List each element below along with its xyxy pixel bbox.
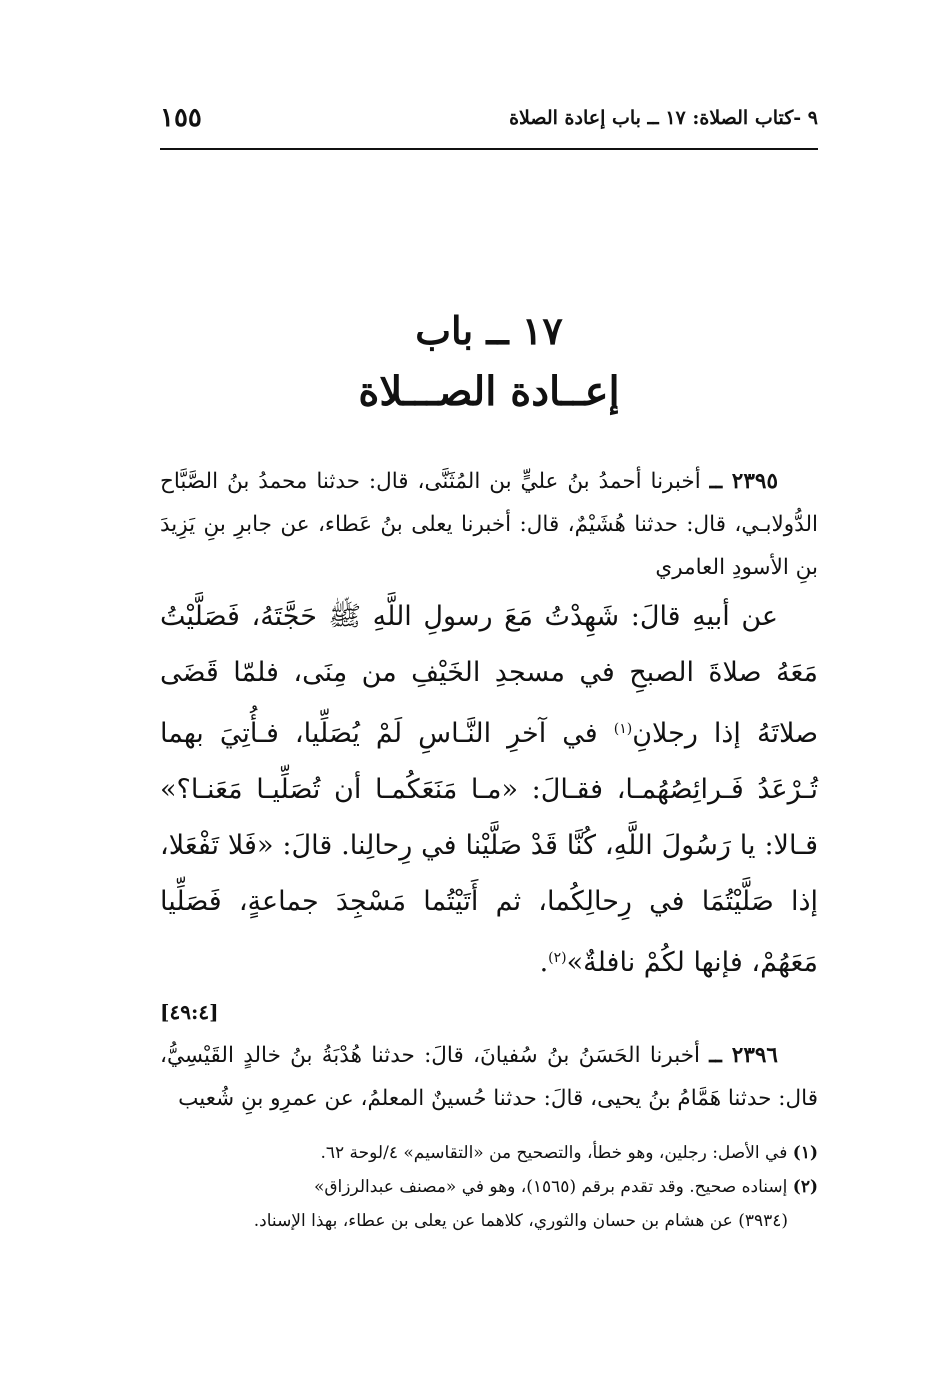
taqasim-reference: [٤٩:٤] — [160, 1000, 219, 1024]
reference-line — [160, 991, 818, 1034]
footnote-2 — [160, 1170, 818, 1204]
footnotes — [160, 1136, 818, 1238]
matn-text: عن أبيهِ قالَ: شَهِدْتُ مَعَ رسولِ اللَّهِ ﷺ حَجَّتَهُ، فَصَلَّيْتُ مَعَهُ صلاةَ الصبحِ في مسجدِ الخَيْفِ من مِنَى، فلمّا قَضَى صلاتَهُ إذا رجلانِ — [160, 601, 818, 749]
hadith-2395-isnad — [160, 460, 818, 589]
chapter-number: ١٧ ــ باب — [415, 308, 563, 353]
matn-text: في آخرِ النَّـاسِ لَمْ يُصَلِّيا، فـأُتِيَ بهما تُـرْعَدُ فَـرائِصُهُمـا، فقـالَ: «مـا مَنَعَكُمـا أن تُصَلِّيـا مَعَنـا؟» قـالا: يا رَسُولَ اللَّهِ، كُنَّا قَدْ صَلَّيْنا في رِحالِنا. قالَ: «فَلا تَفْعَلا، إذا صَلَّيْتُمَا في رِحالِكُما، ثم أَتَيْتُما مَسْجِدَ جماعةٍ، فَصَلِّيا مَعَهُمْ، فإنها لكُمْ نافلةٌ» — [160, 718, 818, 978]
hadith-text: أخبرنا الحَسَنُ بنُ سُفيانَ، قالَ: حدثنا هُدْبَةُ بنُ خالدٍ القَيْسِيُّ، قال: حدثنا هَمَّامُ بنُ يحيى، قالَ: حدثنا حُسينٌ المعلمُ، عن عمرِو بنِ شُعيب — [160, 1043, 818, 1111]
footnote-2-continuation: (٣٩٣٤) عن هشام بن حسان والثوري، كلاهما عن يعلى بن عطاء، بهذا الإسناد. — [253, 1211, 788, 1231]
footnote-mark: (١) — [792, 1143, 818, 1163]
matn-end: . — [539, 947, 549, 978]
header-rule — [160, 148, 818, 150]
footnote-ref-2: (٢) — [548, 950, 567, 966]
main-text — [160, 460, 818, 1120]
hadith-2395-matn — [160, 589, 818, 991]
footnote-1 — [160, 1136, 818, 1170]
footnote-ref-1: (١) — [613, 721, 633, 737]
footnote-mark: (٢) — [792, 1177, 818, 1197]
footnote-text: إسناده صحيح. وقد تقدم برقم (١٥٦٥)، وهو في «مصنف عبدالرزاق» — [313, 1177, 793, 1197]
hadith-2396 — [160, 1034, 818, 1120]
isnad-text: أخبرنا أحمدُ بنُ عليٍّ بن المُثَنَّى، قال: حدثنا محمدُ بنُ الصَّبَّاح الدُّولابـي، قال: حدثنا هُشَيْمٌ، قال: أخبرنا يعلى بنُ عَطاء، عن جابرِ بنِ يَزِيدَ بنِ الأسودِ العامري — [160, 469, 818, 580]
footnote-text: في الأصل: رجلين، وهو خطأ، والتصحيح من «التقاسيم» ٤/لوحة ٦٢. — [320, 1143, 793, 1163]
page-header — [160, 103, 818, 143]
chapter-title: إعــادة الصـــلاة — [358, 368, 620, 415]
running-head: ٩ -كتاب الصلاة: ١٧ ــ باب إعادة الصلاة — [509, 107, 818, 129]
page-number: ١٥٥ — [160, 103, 202, 133]
hadith-number: ٢٣٩٦ ــ — [709, 1043, 778, 1068]
hadith-number: ٢٣٩٥ ــ — [709, 469, 778, 494]
